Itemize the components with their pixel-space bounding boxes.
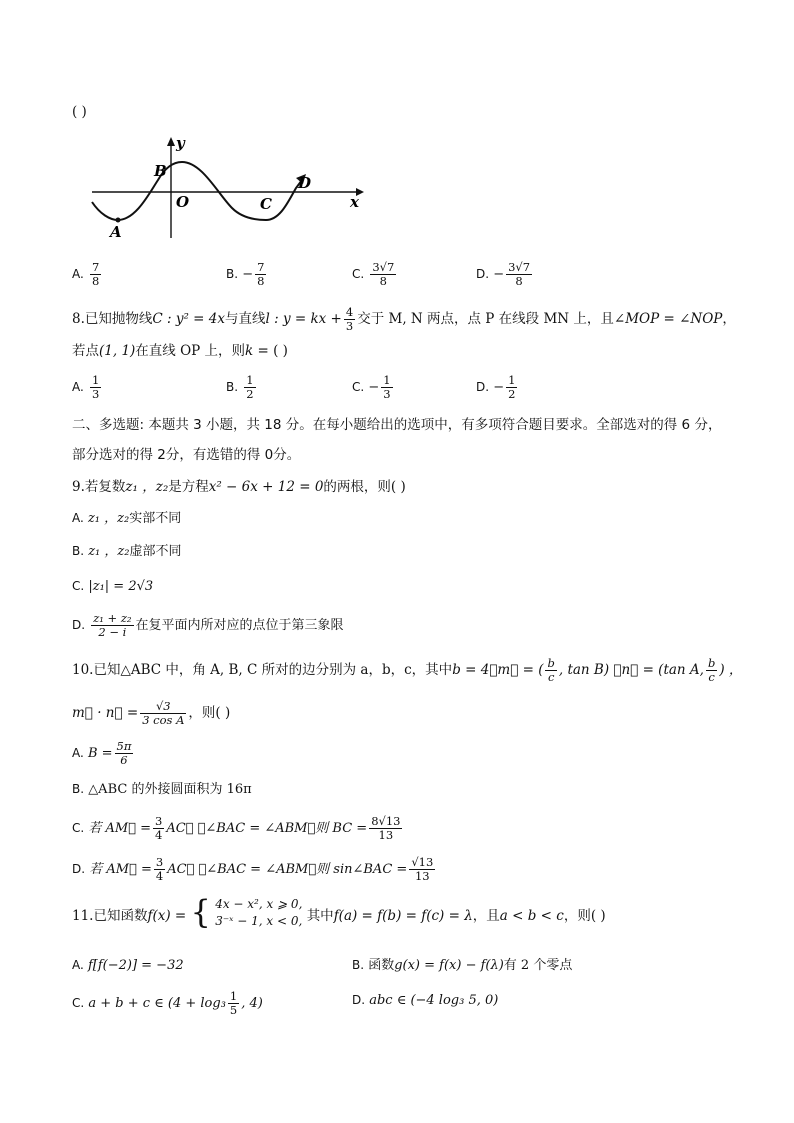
- q10-stem-line1: 10.已知△ABC 中，角 A, B, C 所对的边分别为 a，b，c，其中b = 4，m⃗ = ( $\frac{b}{c}$ , tan B) ，n⃗ = (tan A, $\frac{b}{c}$ ) ，: [72, 656, 743, 684]
- q7-option-d[interactable]: D. − $\frac{3√7}{8}$: [476, 260, 531, 288]
- q10-option-d[interactable]: D. 若 AM⃗ = $\frac{3}{4}$ AC⃗ ，∠BAC = ∠ABM，则 sin∠BAC = $\frac{√13}{13}$: [72, 855, 434, 883]
- q8-stem-line2: 若点(1, 1)在直线 OP 上，则k = ( ): [72, 343, 288, 359]
- point-A: [116, 218, 121, 223]
- q9-stem: 9.若复数z₁ ，z₂是方程x² − 6x + 12 = 0的两根，则( ): [72, 479, 406, 495]
- q8-option-a[interactable]: A. $\frac{1}{3}$: [72, 373, 100, 401]
- q9-option-b[interactable]: B. z₁ ，z₂虚部不同: [72, 544, 182, 559]
- q10-option-b[interactable]: B. △ABC 的外接圆面积为 16π: [72, 782, 252, 797]
- q8-option-b[interactable]: B. $\frac{1}{2}$: [226, 373, 254, 401]
- label-y: y: [176, 134, 185, 152]
- q10-stem-line2: m⃗ · n⃗ = $\frac{√3}{\text{3 cos A}}$ ，则( ): [72, 699, 231, 727]
- q9-option-c[interactable]: C. |z₁| = 2√3: [72, 579, 154, 594]
- q11-option-b[interactable]: B. 函数g(x) = f(x) − f(λ)有 2 个零点: [352, 958, 573, 973]
- label-D: D: [298, 174, 312, 192]
- q9-option-d[interactable]: D. $\frac{\text{z₁ + z₂}}{2 - i}$ 在复平面内所对应的点位于第三象限: [72, 611, 344, 639]
- q7-option-b[interactable]: B. − $\frac{7}{8}$: [226, 260, 265, 288]
- q10-option-c[interactable]: C. 若 AM⃗ = $\frac{3}{4}$ AC⃗ ，∠BAC = ∠ABM，则 BC = $\frac{8√13}{13}$: [72, 814, 401, 842]
- label-C: C: [260, 195, 272, 213]
- q7-option-c[interactable]: C. $\frac{3√7}{8}$: [352, 260, 395, 288]
- label-x: x: [350, 193, 359, 211]
- q7-answer-blank: ( ): [72, 104, 87, 120]
- q11-stem: 11.已知函数f(x) = { 4x − x², x ⩾ 0, 3⁻ˣ − 1, x < 0, 其中f(a) = f(b) = f(c) = λ，且a < b < c，则( ): [72, 893, 606, 931]
- q7-option-a[interactable]: A. $\frac{7}{8}$: [72, 260, 100, 288]
- q11-option-d[interactable]: D. abc ∈ (−4 log₃ 5, 0): [352, 993, 499, 1008]
- label-A: A: [110, 223, 122, 241]
- q8-option-c[interactable]: C. − $\frac{1}{3}$: [352, 373, 391, 401]
- q8-option-d[interactable]: D. − $\frac{1}{2}$: [476, 373, 516, 401]
- label-B: B: [154, 162, 167, 180]
- section2-heading-line2: 部分选对的得 2分，有选错的得 0分。: [72, 447, 301, 463]
- q11-option-c[interactable]: C. a + b + c ∈ (4 + log₃ $\frac{1}{5}$ , 4): [72, 989, 263, 1017]
- piecewise-brace: {: [190, 893, 211, 931]
- q10-option-a[interactable]: A. B = $\frac{5\pi}{6}$: [72, 739, 132, 767]
- q9-option-a[interactable]: A. z₁ ，z₂实部不同: [72, 511, 182, 526]
- y-axis-arrow: [167, 137, 175, 146]
- sine-curve-graph: [70, 132, 370, 244]
- section2-heading-line1: 二、多选题: 本题共 3 小题，共 18 分。在每小题给出的选项中，有多项符合题目要求。全部选对的得 6 分，: [72, 417, 722, 433]
- label-O: O: [176, 193, 190, 211]
- q8-stem-line1: 8.已知抛物线C : y² = 4x与直线l : y = kx + $\frac{4}{3}$ 交于 M, N 两点，点 P 在线段 MN 上，且∠MOP = ∠NOP，: [72, 305, 736, 333]
- q11-option-a[interactable]: A. f[f(−2)] = −32: [72, 958, 184, 973]
